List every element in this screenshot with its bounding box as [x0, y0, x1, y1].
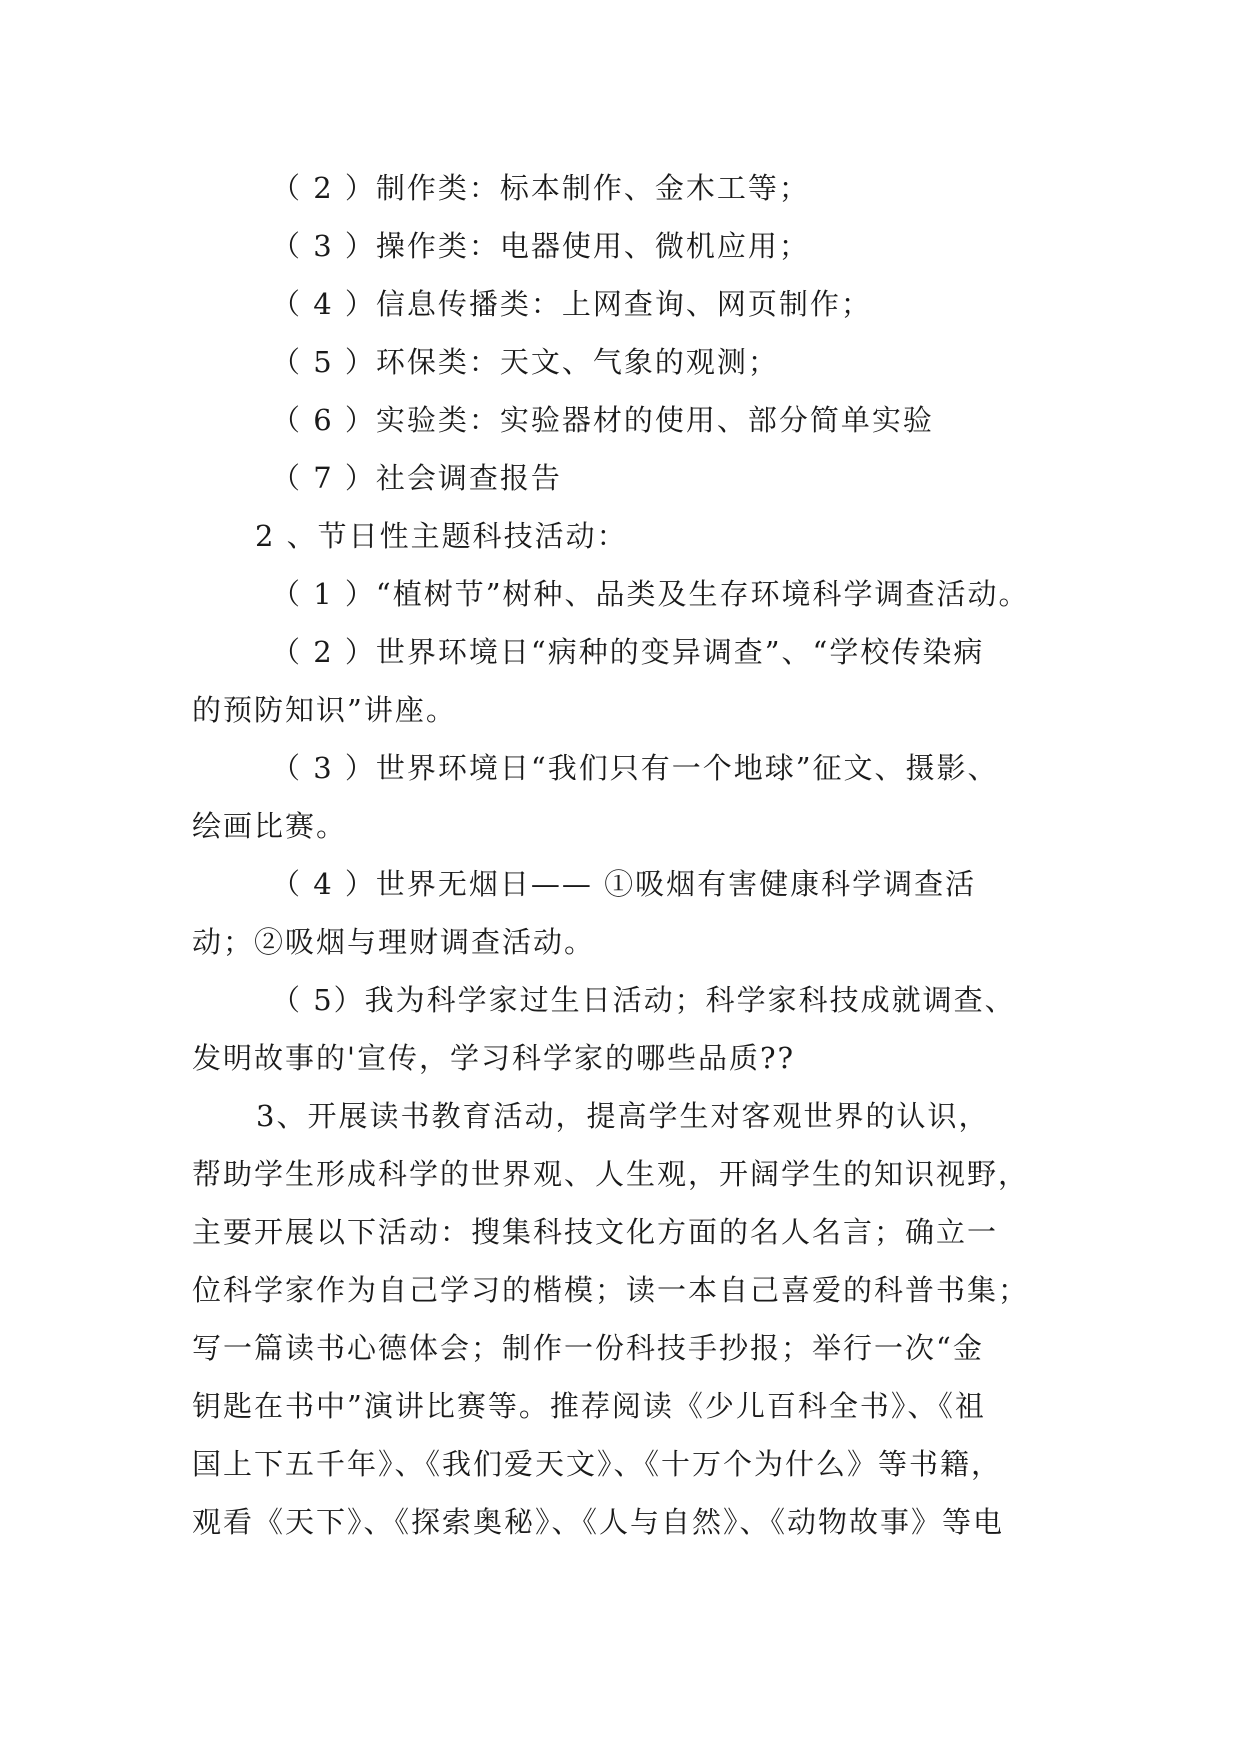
list-item-scientist-birthday-cont: 发明故事的'宣传，学习科学家的哪些品质?? [192, 1041, 796, 1075]
list-item-experiment: （ 6 ）实验类：实验器材的使用、部分简单实验 [271, 403, 934, 437]
list-item-environment-day-2-cont: 绘画比赛。 [192, 809, 348, 843]
list-item-social-survey: （ 7 ）社会调查报告 [271, 461, 562, 495]
list-item-no-tobacco-day-cont: 动；②吸烟与理财调查活动。 [192, 925, 596, 959]
paragraph-reading-activities-cont-1: 帮助学生形成科学的世界观、人生观，开阔学生的知识视野， [192, 1157, 1030, 1191]
list-item-environment-day-2: （ 3 ）世界环境日“我们只有一个地球”征文、摄影、 [271, 751, 999, 785]
list-item-arbor-day: （ 1 ）“植树节”树种、品类及生存环境科学调查活动。 [271, 577, 1030, 611]
list-item-environment-day-1-cont: 的预防知识”讲座。 [192, 693, 457, 727]
paragraph-reading-activities-cont-6: 国上下五千年》、《我们爱天文》、《十万个为什么》等书籍， [192, 1447, 1003, 1481]
list-item-operation: （ 3 ）操作类：电器使用、微机应用； [271, 229, 810, 263]
list-item-environment-day-1: （ 2 ）世界环境日“病种的变异调查”、“学校传染病 [271, 635, 985, 669]
list-item-no-tobacco-day: （ 4 ）世界无烟日—— ①吸烟有害健康科学调查活 [271, 867, 977, 901]
list-item-information: （ 4 ）信息传播类：上网查询、网页制作； [271, 287, 872, 321]
paragraph-reading-activities-cont-4: 写一篇读书心德体会；制作一份科技手抄报；举行一次“金 [192, 1331, 984, 1365]
list-item-environment: （ 5 ）环保类：天文、气象的观测； [271, 345, 779, 379]
paragraph-reading-activities: 3、开展读书教育活动，提高学生对客观世界的认识， [256, 1099, 990, 1133]
paragraph-reading-activities-cont-7: 观看《天下》、《探索奥秘》、《人与自然》、《动物故事》等电 [192, 1505, 1005, 1539]
list-item-scientist-birthday: （ 5）我为科学家过生日活动；科学家科技成就调查、 [271, 983, 1016, 1017]
section-heading-festival-activities: 2 、节日性主题科技活动： [255, 519, 628, 553]
paragraph-reading-activities-cont-2: 主要开展以下活动：搜集科技文化方面的名人名言；确立一 [192, 1215, 999, 1249]
list-item-production: （ 2 ）制作类：标本制作、金木工等； [271, 171, 810, 205]
paragraph-reading-activities-cont-3: 位科学家作为自己学习的楷模；读一本自己喜爱的科普书集； [192, 1273, 1030, 1307]
paragraph-reading-activities-cont-5: 钥匙在书中”演讲比赛等。推荐阅读《少儿百科全书》、《祖 [192, 1389, 986, 1423]
